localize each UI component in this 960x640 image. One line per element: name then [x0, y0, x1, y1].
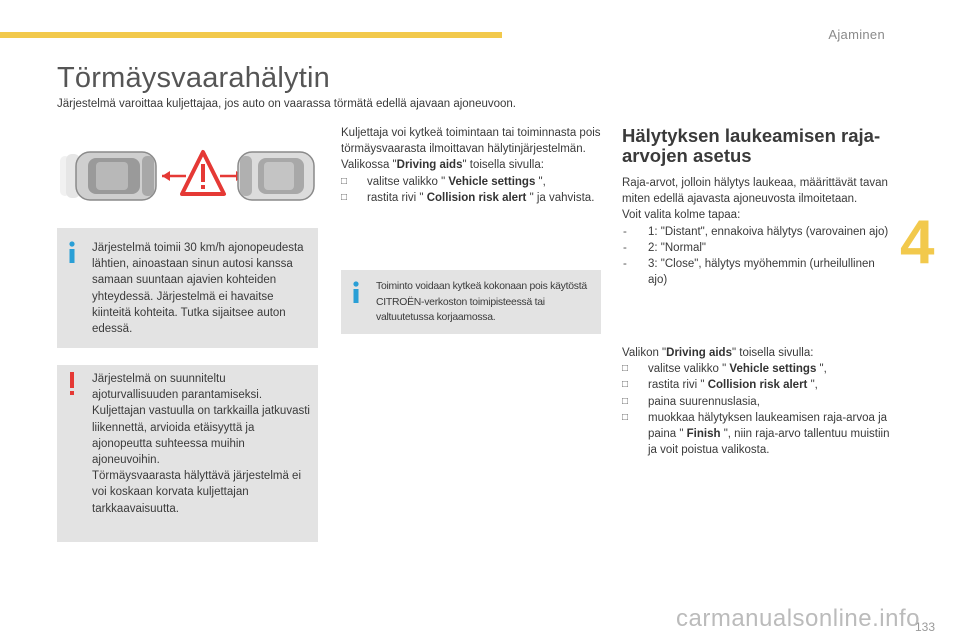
activation-instructions	[341, 125, 601, 206]
rear-car-illustration	[60, 152, 156, 200]
page-title: Törmäysvaarahälytin	[57, 62, 330, 94]
info-box-speed	[57, 228, 318, 348]
threshold-option: - 1: "Distant", ennakoiva hälytys (varovainen ajo)	[622, 224, 892, 240]
warning-box-text	[92, 371, 314, 517]
warning-triangle-icon	[162, 152, 244, 194]
activation-intro: Kuljettaja voi kytkeä toimintaan tai toiminnasta pois törmäysvaarasta ilmoittavan hälytinjärjestelmän.	[341, 127, 601, 156]
chapter-number: 4	[900, 208, 935, 277]
warning-text-attention: Törmäysvaarasta hälyttävä järjestelmä ei voi koskaan korvata kuljettajan tarkkaavaisuutta.	[92, 470, 301, 515]
activation-steps	[341, 174, 601, 206]
threshold-steps-block	[622, 345, 892, 458]
info-icon	[65, 240, 79, 264]
threshold-choose: Voit valita kolme tapaa:	[622, 209, 741, 222]
page-number: 133	[915, 620, 936, 634]
activation-menu-line: Valikossa "Driving aids" toisella sivulla:	[341, 159, 544, 172]
collision-warning-illustration	[58, 140, 320, 212]
footer-watermark: carmanualsonline.info	[676, 605, 920, 632]
section-name: Ajaminen	[828, 27, 885, 42]
threshold-step-1: □ valitse valikko " Vehicle settings ",	[622, 361, 892, 377]
threshold-step-3: □ paina suurennuslasia,	[622, 394, 892, 410]
threshold-steps	[622, 361, 892, 458]
info-icon	[349, 280, 363, 304]
info-box-dealer	[341, 270, 601, 334]
threshold-step-4: □ muokkaa hälytyksen laukeamisen raja-arvoa ja paina " Finish ", niin raja-arvo tallentuu muistiin ja voit poistua valikosta.	[622, 410, 892, 459]
info-box-speed-text: Järjestelmä toimii 30 km/h ajonopeudesta lähtien, ainoastaan sinun autosi kanssa samaan suuntaan ajavien kohteiden yhteydessä. Järjestelmä ei havaitse kiinteitä kohteita. Tutka sijaitsee auton edessä.	[92, 242, 304, 336]
front-car-illustration	[238, 152, 314, 200]
threshold-step-2: □ rastita rivi " Collision risk alert ",	[622, 377, 892, 393]
info-box-dealer-text: Toiminto voidaan kytkeä kokonaan pois käytöstä CITROËN-verkoston toimipisteessä tai valtuutetussa korjaamossa.	[376, 281, 587, 323]
threshold-description	[622, 175, 892, 288]
warning-box	[57, 365, 318, 542]
activation-step-2: □ rastita rivi " Collision risk alert " ja vahvista.	[341, 190, 601, 206]
exclamation-icon	[67, 371, 77, 397]
threshold-option: - 2: "Normal"	[622, 240, 892, 256]
threshold-heading: Hälytyksen laukeamisen raja-arvojen asetus	[622, 125, 881, 166]
page-subtitle: Järjestelmä varoittaa kuljettajaa, jos auto on vaarassa törmätä edellä ajavaan ajoneuvoon.	[57, 98, 517, 110]
threshold-options	[622, 224, 892, 289]
threshold-menu-line: Valikon "Driving aids" toisella sivulla:	[622, 347, 814, 359]
warning-text-responsibility: Järjestelmä on suunniteltu ajoturvallisuuden parantamiseksi. Kuljettajan vastuulla on tarkkailla jatkuvasti liikennettä, arvioida etäisyyttä ja ajonopeutta suhteessa muihin ajoneuvoihin.	[92, 373, 310, 467]
activation-step-1: □ valitse valikko " Vehicle settings ",	[341, 174, 601, 190]
threshold-intro: Raja-arvot, jolloin hälytys laukeaa, määrittävät tavan miten edellä ajavasta ajoneuvosta ilmoitetaan.	[622, 177, 888, 206]
header-accent-bar	[0, 32, 502, 38]
threshold-option: - 3: "Close", hälytys myöhemmin (urheilullinen ajo)	[622, 256, 892, 288]
